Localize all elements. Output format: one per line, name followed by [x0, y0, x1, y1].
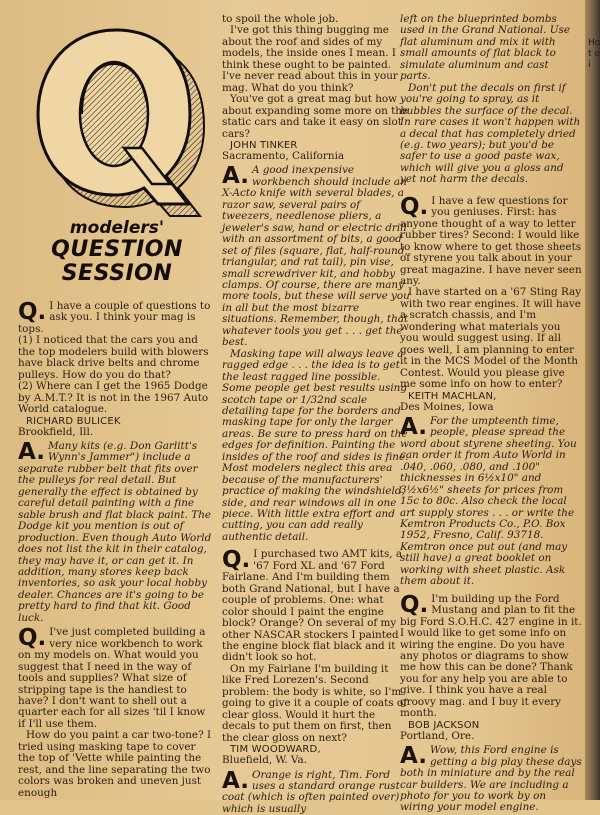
- a-mark: A.: [400, 413, 427, 440]
- answer-5: [400, 745, 582, 814]
- answer-3-part2: Don't put the decals on first if you're going to spray, as it bubbles the surface of the decal. In rare cases it won't happen with a decal that has completely dried (e.g. two years); but you'd be safer to use a good paste wax, which will give you a gloss and yet not harm the decals.: [400, 81, 581, 186]
- question-1-part1: (1) I noticed that the cars you and the top modelers build with blowers have black drive belts and chrome pulleys. How do you do that?: [18, 334, 209, 381]
- reader-name: RICHARD BULICEK: [26, 415, 121, 427]
- reader-name: BOB JACKSON: [408, 719, 480, 731]
- question-3-part2: On my Fairlane I'm building it like Fred Lorezen's. Second problem: the body is white, so I'm going to give it a couple of coats of clear gloss. Would it hurt the decals to put them on first, then the clear gloss on next?: [222, 662, 407, 744]
- reader-location: Sacramento, California: [222, 149, 345, 162]
- answer-3-continued: left on the blueprinted bombs used in the Grand National. Use flat aluminum and mix it with small amounts of flat black to simulate aluminum and cast parts.: [400, 13, 570, 83]
- a-mark: A.: [222, 163, 249, 190]
- q-mark: Q.: [400, 591, 429, 618]
- answer-2: [222, 165, 410, 348]
- a-mark: A.: [400, 743, 427, 770]
- question-2-text: I've just completed building a very nice workbench to work on my models on. What would you suggest that I need in the way of tools and supplies? What size of stripping tape is the handiest to have? I don't want to shell out a quarter each for all sizes 'til I know if I'll use them.: [18, 626, 206, 730]
- logo-line3: SESSION: [61, 261, 173, 286]
- answer-2-text: A good inexpensive workbench should include an X-Acto knife with several blades, a razor saw, several pairs of tweezers, needlenose pliers, a jeweler's saw, hand or electric drill with an assortment of bits, a good set of files (square, flat, half-round, triangular, and rat tail), pin vise, small screwdriver kit, and hobby clamps. Of course, there are many more tools, but these will serve you in all but the most bizarre situations. Remember, though, that whatever tools you get . . . get the best.: [222, 164, 410, 349]
- q-mark: Q.: [222, 547, 251, 574]
- reader-location: Portland, Ore.: [400, 729, 475, 742]
- answer-1-text: Many kits (e.g. Don Garlitt's Wynn's Jammer") include a separate rubber belt that fits over the pulleys for real detail. But generally the effect is obtained by careful detail painting with a fine sable brush and flat black paint. The Dodge kit you mention is out of production. Even though Auto World does not list the kit in their catalog, they may have it, or can get it. In addition, many stores keep back inventories, so ask your local hobby dealer. Chances are it's going to be pretty hard to find that kit. Good luck.: [18, 439, 212, 624]
- question-5-text: I'm building up the Ford Mustang and plan to fit the big Ford S.O.H.C. 427 engine in it. I would like to get some info on wiring the engine. Do you have any photos or diagrams to show me how this can be done? Thank you for any help you are able to give. I think you have a real groovy mag. and I buy it every month.: [400, 592, 582, 720]
- a-mark: A.: [18, 438, 45, 465]
- reader-location: Des Moines, Iowa: [400, 400, 494, 413]
- logo-line2: QUESTION: [51, 237, 183, 262]
- question-session-logo: [20, 22, 214, 290]
- q-letter-graphic: [20, 22, 214, 218]
- answer-2-part2: Masking tape will always leave a ragged edge . . . the idea is to get the least ragged line possible. Some people get best results using scotch tape or 1/32nd scale detailing tape for the borders and masking tape for only the larger areas. Be sure to press hard on the edges for definition. Painting the insides of the roof and sides is fine. Most modelers neglect this area because of the manufacturers' practice of making the windshield, side, and rear windows all in one piece. With little extra effort and cutting, you can add really authentic detail.: [222, 347, 409, 543]
- q-mark: Q.: [18, 625, 47, 652]
- a-mark: A.: [222, 767, 249, 794]
- column-2: [222, 14, 410, 815]
- reader-name: TIM WOODWARD,: [230, 744, 321, 756]
- question-2: [18, 627, 214, 730]
- reader-name: JOHN TINKER: [230, 139, 298, 151]
- answer-3: [222, 767, 410, 815]
- question-5: [400, 591, 582, 720]
- question-4-text: I have a few questions for you geniuses. First: has anyone thought of a way to letter rubber tires? Second: I would like to know where to get those sheets of styrene you talk about in your great magazine. I have never seen any.: [400, 194, 582, 287]
- answer-4-text: For the umpteenth time, people, please spread the word about styrene sheeting. You can order it from Auto World in .040, .060, .080, and .100" thicknesses in 6½x10" and 3½x6½" sheets for prices from 15c to 80c. Also check the local art supply stores . . . or write the Kemtron Products Co., P.O. Box 1952, Fresno, Calif. 93718. Kemtron once put out (and may still have) a great booklet on working with sheet plastic. Ask them about it.: [400, 414, 577, 588]
- question-2-part2: How do you paint a car two-tone? I tried using masking tape to cover the top of 'Vette while painting the rest, and the line separating the two colors was broken and uneven just enough: [18, 729, 212, 799]
- question-4: [400, 193, 582, 288]
- question-1: [18, 301, 214, 335]
- column-1: [18, 298, 214, 799]
- question-4-part2: I have started on a '67 Sting Ray with two rear engines. It will have a scratch chassis, and I'm wondering what materials you you would suggest using. If all goes well, I am planning to enter it in the MCS Model of the Month Contest. Would you please give me some info on how to enter?: [400, 286, 582, 391]
- reader-location: Brookfield, Ill.: [18, 425, 94, 438]
- q-mark: Q.: [18, 299, 47, 325]
- reader-name: KEITH MACHLAN,: [408, 390, 497, 402]
- q-mark: Q.: [400, 193, 429, 220]
- question-2-continued: to spoil the whole job.: [222, 13, 339, 25]
- question-2-part3: I've got this thing bugging me about the roof and sides of my models, the inside ones I mean. I think these ought to be painted. I've never read about this in your mag. What do you think?: [222, 24, 398, 94]
- question-3: [222, 549, 410, 664]
- question-3-text: I purchased two AMT kits, a '67 Ford XL and '67 Ford Fairlane. And I'm building them both Grand National, but I have a couple of problems. One: what color should I paint the engine block? Orange? On several of my other NASCAR stockers I painted the engine block flat black and it didn't look so hot.: [222, 548, 403, 664]
- adjacent-page-text: Ho t o i: [588, 38, 600, 70]
- question-2-part4: You've got a great mag but how about expanding some more on the static cars and take it easy on slot cars?: [222, 93, 409, 140]
- answer-3-text: Orange is right, Tim. Ford uses a standard orange rust coat (which is often painted over) which is usually: [222, 768, 400, 815]
- answer-1: [18, 438, 214, 624]
- answer-4: [400, 413, 582, 588]
- adjacent-page-edge: [585, 0, 600, 800]
- question-1-text: I have a couple of questions to ask you. I think your mag is tops.: [18, 300, 211, 335]
- question-1-part2: (2) Where can I get the 1965 Dodge by A.M.T.? It is not in the 1967 Auto World catalogue.: [18, 380, 209, 416]
- reader-location: Bluefield, W. Va.: [222, 754, 307, 767]
- column-3: [400, 14, 582, 814]
- logo-line1: modelers': [69, 218, 165, 238]
- answer-5-text: Wow, this Ford engine is getting a big play these days both in miniature and by the real car builders. We are including a photo for you to work by on wiring your model engine.: [400, 744, 582, 814]
